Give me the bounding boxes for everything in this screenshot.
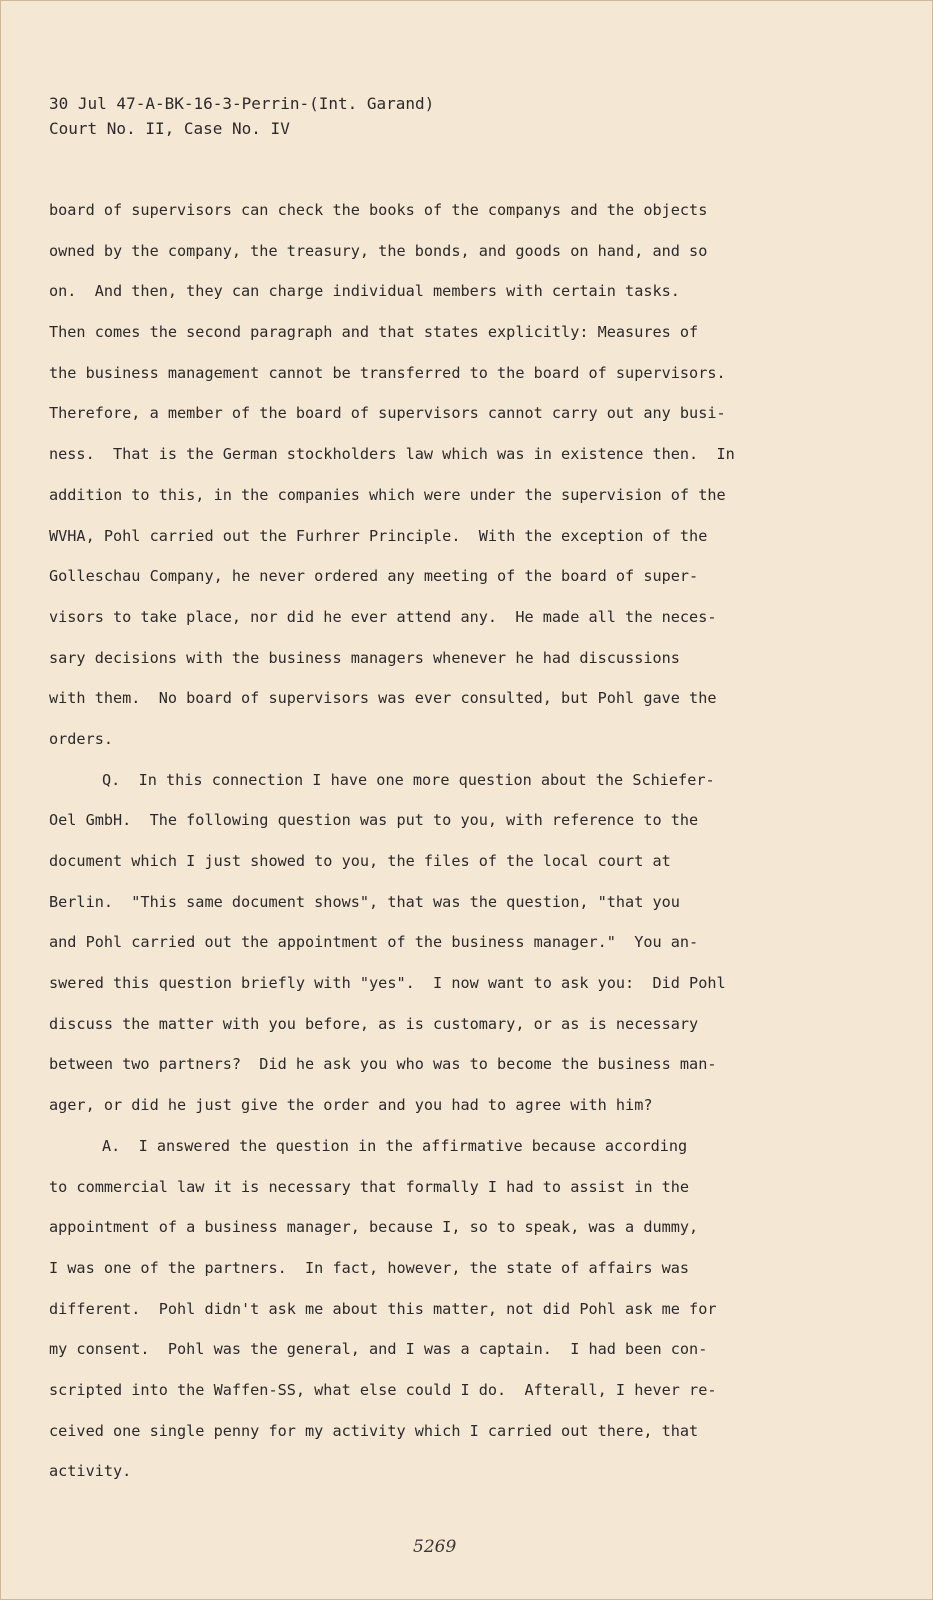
- text-line: addition to this, in the companies which were under the supervision of the: [49, 485, 726, 504]
- text-line: on. And then, they can charge individual members with certain tasks.: [49, 282, 680, 301]
- question-paragraph-start: Q. In this connection I have one more question about the Schiefer-: [102, 770, 715, 789]
- text-line: Golleschau Company, he never ordered any meeting of the board of super-: [49, 567, 699, 586]
- text-line: owned by the company, the treasury, the bonds, and goods on hand, and so: [49, 241, 708, 260]
- transcript-body: [49, 190, 889, 1492]
- text-line: board of supervisors can check the books of the companys and the objects: [49, 201, 708, 219]
- document-header: [49, 91, 434, 141]
- text-line: swered this question briefly with "yes". I now want to ask you: Did Pohl: [49, 974, 726, 993]
- text-line: between two partners? Did he ask you who was to become the business man-: [49, 1055, 717, 1074]
- text-line: Oel GmbH. The following question was put to you, with reference to the: [49, 811, 699, 830]
- text-line: discuss the matter with you before, as is customary, or as is necessary: [49, 1014, 699, 1033]
- text-line: to commercial law it is necessary that formally I had to assist in the: [49, 1177, 690, 1196]
- page-number: 5269: [413, 1537, 457, 1557]
- text-line: ager, or did he just give the order and you had to agree with him?: [49, 1096, 653, 1115]
- text-line: orders.: [49, 729, 114, 748]
- text-line: ness. That is the German stockholders law which was in existence then. In: [49, 445, 735, 464]
- text-line: Berlin. "This same document shows", that was the question, "that you: [49, 892, 680, 911]
- text-line: activity.: [49, 1462, 132, 1481]
- text-line: visors to take place, nor did he ever attend any. He made all the neces-: [49, 607, 717, 626]
- header-court-case: Court No. II, Case No. IV: [49, 119, 290, 138]
- text-line: document which I just showed to you, the files of the local court at: [49, 852, 671, 870]
- text-line: WVHA, Pohl carried out the Furhrer Principle. With the exception of the: [49, 526, 708, 545]
- text-line: different. Pohl didn't ask me about this matter, not did Pohl ask me for: [49, 1299, 717, 1318]
- text-line: my consent. Pohl was the general, and I was a captain. I had been con-: [49, 1340, 708, 1359]
- text-line: sary decisions with the business managers whenever he had discussions: [49, 648, 680, 667]
- text-line: Therefore, a member of the board of supervisors cannot carry out any busi-: [49, 404, 726, 423]
- text-line: ceived one single penny for my activity which I carried out there, that: [49, 1421, 699, 1440]
- text-line: the business management cannot be transferred to the board of supervisors.: [49, 363, 726, 382]
- text-line: with them. No board of supervisors was ever consulted, but Pohl gave the: [49, 689, 717, 708]
- text-line: I was one of the partners. In fact, however, the state of affairs was: [49, 1258, 690, 1277]
- text-line: appointment of a business manager, because I, so to speak, was a dummy,: [49, 1218, 699, 1237]
- header-reference: 30 Jul 47-A-BK-16-3-Perrin-(Int. Garand): [49, 94, 435, 113]
- text-line: Then comes the second paragraph and that states explicitly: Measures of: [49, 323, 699, 342]
- text-line: and Pohl carried out the appointment of the business manager." You an-: [49, 933, 699, 952]
- text-line: scripted into the Waffen-SS, what else could I do. Afterall, I hever re-: [49, 1380, 717, 1399]
- answer-paragraph-start: A. I answered the question in the affirmative because according: [102, 1136, 688, 1155]
